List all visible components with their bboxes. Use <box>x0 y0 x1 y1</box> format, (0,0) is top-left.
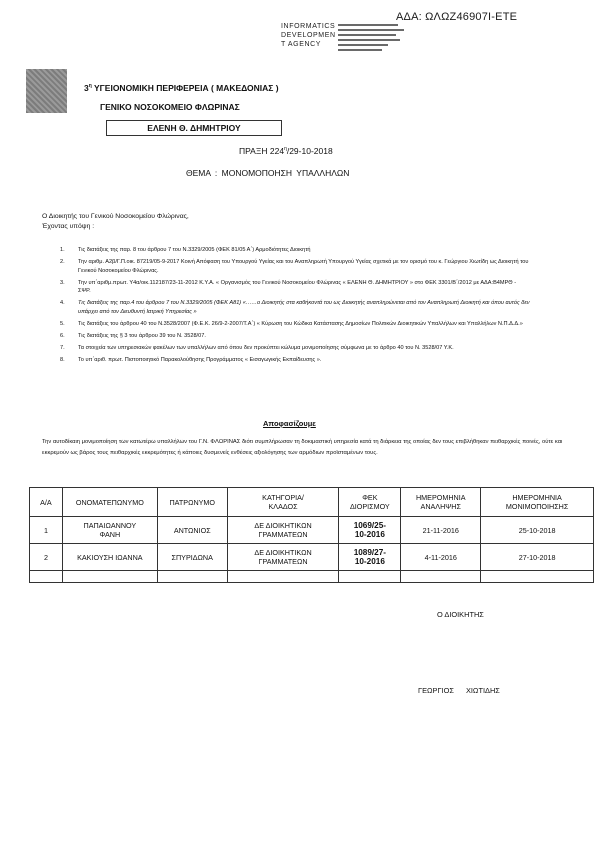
consideration-item: 1. Τις διατάξεις της παρ. 8 του άρθρου 7 του Ν.3329/2005 (ΦΕΚ 81/05 Α΄) Αρμοδιότητες Διοικητή <box>60 247 311 253</box>
decision-body: Την αυτοδίκαιη μονιμοποίηση των κατωτέρω υπαλλήλων του Γ.Ν. ΦΛΩΡΙΝΑΣ διότι συμπλήρωσαν τη δοκιμαστική υπηρεσία κατά τη διάρκεια της οποίας δεν τους επιβλήθηκαν πειθαρχικές ποινές, ούτε και εκκρεμούν ως βάρος τους πειθαρχικές εκκρεμότητες ή κάποιες δυσμενείς ενθέσεις αξιολόγησης των αρμόδιων προϊσταμένων τους. <box>42 439 563 456</box>
consideration-item: 2. Την αριθμ. Α2β/Γ.Π.οικ. 87219/05-9-2017 Κοινή Απόφαση του Υπουργού Υγείας και του Αναπληρωτή Υπουργού Υγείας σχετικά με τον ορισμό του κ. Γεώργιου Χιωτίδη ως Διοικητή του Γενικού Νοσοκομείου Φλώρινας. <box>60 259 529 274</box>
table-row <box>30 517 594 544</box>
intro-line: Ο Διοικητής του Γενικού Νοσοκομείου Φλώρινας, <box>42 213 189 220</box>
table-cell: ΚΑΚΙΟΥΣΗ ΙΩΑΝΝΑ <box>62 544 157 571</box>
header-cell: ΦΕΚ ΔΙΟΡΙΣΜΟΥ <box>339 488 401 517</box>
header-cell: ΗΜΕΡΟΜΗΝΙΑ ΑΝΑΛΗΨΗΣ <box>401 488 481 517</box>
table-cell: 25-10-2018 <box>481 517 594 544</box>
consideration-item: 3. Την υπ΄αριθμ.πρωτ. Υ4α/οικ.112187/23-11-2012 Κ.Υ.Α. « Οργανισμός του Γενικού Νοσοκομείου Φλώρινας « ΕΛΕΝΗ Θ. ΔΗΜΗΤΡΙΟΥ » στο ΦΕΚ 3301/Β΄/2012 με ΑΔΑ:Β4ΜΡΘ - ΣΨΡ. <box>60 279 517 295</box>
greek-emblem-image <box>26 69 67 113</box>
intro-line: Έχοντας υπόψη : <box>42 223 95 230</box>
employees-table <box>29 487 594 583</box>
info-dev-line: DEVELOPMEN <box>281 32 336 39</box>
table-cell: ΑΝΤΩΝΙΟΣ <box>157 517 227 544</box>
table-row <box>30 544 594 571</box>
signatory-name: ΓΕΩΡΓΙΟΣ ΧΙΩΤΙΔΗΣ <box>418 686 500 695</box>
table-cell: ΔΕ ΔΙΟΙΚΗΤΙΚΩΝ ΓΡΑΜΜΑΤΕΩΝ <box>227 517 339 544</box>
signatory-role: Ο ΔΙΟΙΚΗΤΗΣ <box>437 610 484 619</box>
table-row-empty <box>30 571 594 583</box>
header-cell: ΚΑΤΗΓΟΡΙΑ/ ΚΛΑΔΟΣ <box>227 488 339 517</box>
info-dev-line: INFORMATICS <box>281 23 336 30</box>
table-cell: ΠΑΠΑΙΩΑΝΝΟΥ ΦΑΝΗ <box>62 517 157 544</box>
header-cell: ΗΜΕΡΟΜΗΝΙΑ ΜΟΝΙΜΟΠΟΙΗΣΗΣ <box>481 488 594 517</box>
table-cell: 1089/27- 10-2016 <box>339 544 401 571</box>
table-cell: 4-11-2016 <box>401 544 481 571</box>
consideration-item: 6. Τις διατάξεις της § 3 του άρθρου 39 του Ν. 3528/07. <box>60 333 206 340</box>
informatics-agency-logo <box>281 22 336 49</box>
info-dev-line: T AGENCY <box>281 41 322 48</box>
table-cell: 21-11-2016 <box>401 517 481 544</box>
ada-code: ΑΔΑ: ΩΛΩΖ46907Ι-ΕΤΕ <box>396 11 518 23</box>
consideration-item: 5. Τις διατάξεις του άρθρου 40 του Ν.3528/2007 (Φ.Ε.Κ. 26/9-2-2007/Τ.Α΄) « Κύρωση του Κώδικα Κατάστασης Δημοσίων Πολιτικών Διοικητικών Υπαλλήλων και Υπαλλήλων Ν.Π.Δ.Δ.» <box>60 321 523 328</box>
consideration-item: 7. Τα στοιχεία των υπηρεσιακών φακέλων των υπαλλήλων από όπου δεν προκύπτει κώλυμα μονιμοποίησης σύμφωνα με το άρθρο 40 του Ν. 3528/07 Υ.Κ. <box>60 345 454 352</box>
decision-heading: Αποφασίζουμε <box>263 419 316 428</box>
considerations-list <box>60 246 530 369</box>
act-number: ΠΡΑΞΗ $224^\eta/29-10-2018$ <box>239 146 333 156</box>
table-cell: 1 <box>30 517 63 544</box>
hospital-name-heading: ΓΕΝΙΚΟ ΝΟΣΟΚΟΜΕΙΟ ΦΛΩΡΙΝΑΣ <box>100 102 240 112</box>
table-cell: 1069/25- 10-2016 <box>339 517 401 544</box>
header-cell: ΠΑΤΡΩΝΥΜΟ <box>157 488 227 517</box>
table-cell: ΣΠΥΡΙΔΩΝΑ <box>157 544 227 571</box>
subject-line: ΘΕΜΑ : ΜΟΝΟΜΟΠΟΗΣΗ ΥΠΑΛΛΗΛΩΝ <box>186 168 350 178</box>
health-region-heading: $3^\eta$ ΥΓΕΙΟΝΟΜΙΚΗ ΠΕΡΙΦΕΡΕΙΑ ( ΜΑΚΕΔΟΝΙΑΣ ) <box>84 83 279 93</box>
consideration-item: 8. Το υπ΄αριθ. πρωτ. Πιστοποιητικό Παρακολούθησης Προγράμματος « Εισαγωγικής Εκπαίδευσης ». <box>60 357 322 364</box>
table-header-row <box>30 488 594 517</box>
digital-signature-stamp <box>338 24 406 54</box>
header-cell: ΟΝΟΜΑΤΕΠΩΝΥΜΟ <box>62 488 157 517</box>
header-cell: Α/Α <box>30 488 63 517</box>
table-cell: 27-10-2018 <box>481 544 594 571</box>
table-cell: ΔΕ ΔΙΟΙΚΗΤΙΚΩΝ ΓΡΑΜΜΑΤΕΩΝ <box>227 544 339 571</box>
table-cell: 2 <box>30 544 63 571</box>
consideration-item: 4. Τις διατάξεις της παρ.4 του άρθρου 7 του Ν.3329/2005 (ΦΕΚ Α81) «……ο Διοικητής στα καθήκοντά του ως Διοικητής αναπληρώνεται από τον Αναπληρωτή Διοικητή και όπου αυτός δεν υπάρχει από τον Διευθυντή Ιατρική Υπηρεσίας » <box>60 300 530 316</box>
hospital-title-box: ΕΛΕΝΗ Θ. ΔΗΜΗΤΡΙΟΥ <box>106 120 282 136</box>
